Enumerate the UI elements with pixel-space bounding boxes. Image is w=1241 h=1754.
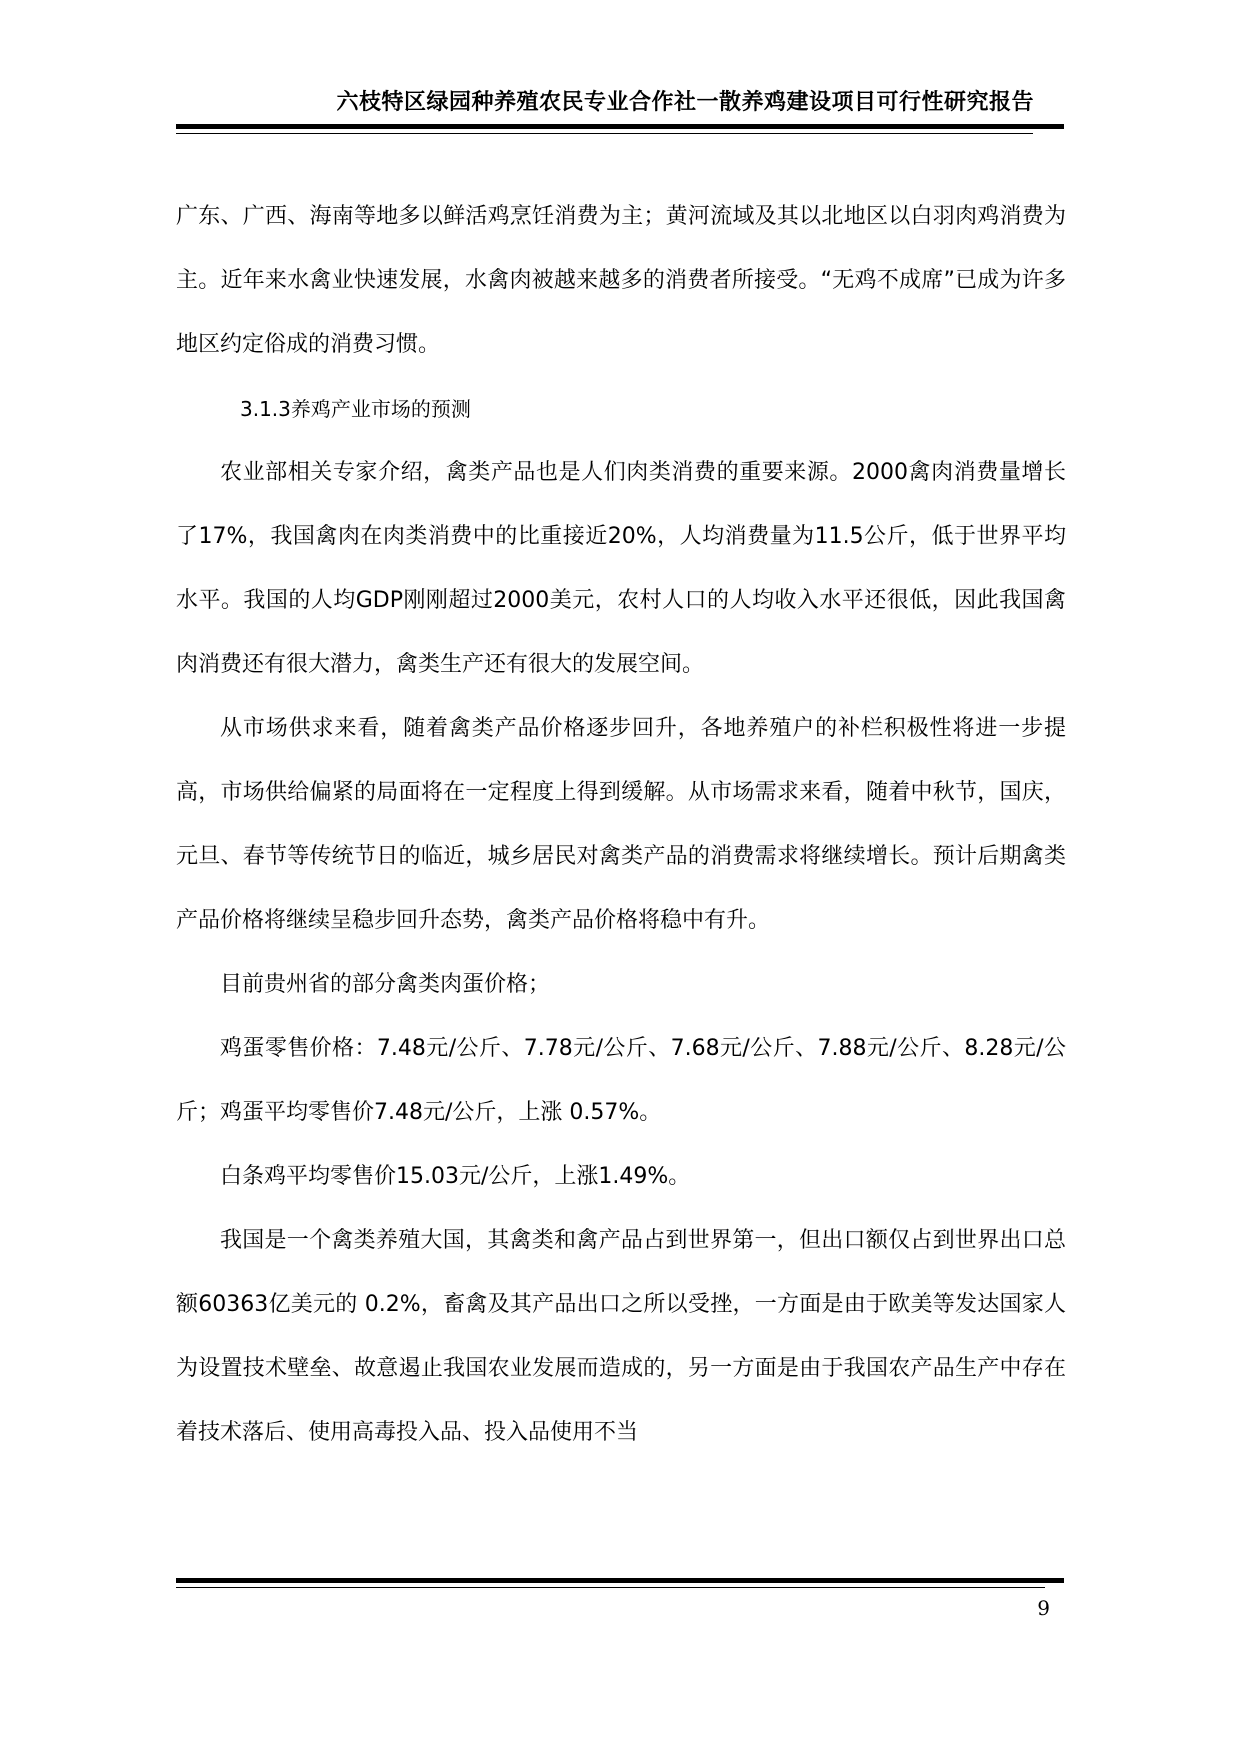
page-number: 9	[1037, 1596, 1050, 1620]
page-footer	[176, 1578, 1064, 1638]
footer-divider-thin	[176, 1587, 1045, 1588]
paragraph-guizhou-prices-intro: 目前贵州省的部分禽类肉蛋价格；	[220, 972, 551, 997]
document-title: 六枝特区绿园种养殖农民专业合作社一散养鸡建设项目可行性研究报告	[336, 90, 1034, 115]
paragraph-consumption-habits: 广东、广西、海南等地多以鲜活鸡烹饪消费为主；黄河流域及其以北地区以白羽肉鸡消费为主。近年来水禽业快速发展，水禽肉被越来越多的消费者所接受。“无鸡不成席”已成为许多地区约定俗成的消费习惯。	[176, 204, 1066, 357]
paragraph-chicken-price: 白条鸡平均零售价15.03元/公斤，上涨1.49%。	[220, 1164, 691, 1189]
paragraph-supply-demand: 从市场供求来看，随着禽类产品价格逐步回升，各地养殖户的补栏积极性将进一步提高，市场供给偏紧的局面将在一定程度上得到缓解。从市场需求来看，随着中秋节，国庆，元旦、春节等传统节日的临近，城乡居民对禽类产品的消费需求将继续增长。预计后期禽类产品价格将继续呈稳步回升态势，禽类产品价格将稳中有升。	[176, 716, 1066, 933]
page-header	[176, 86, 1064, 126]
header-divider-thin	[176, 133, 1033, 134]
footer-divider-thick	[176, 1578, 1064, 1583]
section-heading-market-forecast: 3.1.3养鸡产业市场的预测	[240, 397, 471, 421]
paragraph-export-situation: 我国是一个禽类养殖大国，其禽类和禽产品占到世界第一，但出口额仅占到世界出口总额60363亿美元的 0.2%，畜禽及其产品出口之所以受挫，一方面是由于欧美等发达国家人为设置技术壁垒、故意遏止我国农业发展而造成的，另一方面是由于我国农产品生产中存在着技术落后、使用高毒投入品、投入品使用不当	[176, 1228, 1066, 1445]
paragraph-expert-intro: 农业部相关专家介绍，禽类产品也是人们肉类消费的重要来源。2000禽肉消费量增长了17%，我国禽肉在肉类消费中的比重接近20%，人均消费量为11.5公斤，低于世界平均水平。我国的人均GDP刚刚超过2000美元，农村人口的人均收入水平还很低，因此我国禽肉消费还有很大潜力，禽类生产还有很大的发展空间。	[176, 460, 1066, 677]
header-divider-thick	[176, 124, 1064, 129]
paragraph-egg-prices: 鸡蛋零售价格：7.48元/公斤、7.78元/公斤、7.68元/公斤、7.88元/公斤、8.28元/公斤；鸡蛋平均零售价7.48元/公斤，上涨 0.57%。	[176, 1036, 1066, 1125]
document-body	[176, 185, 1066, 1465]
